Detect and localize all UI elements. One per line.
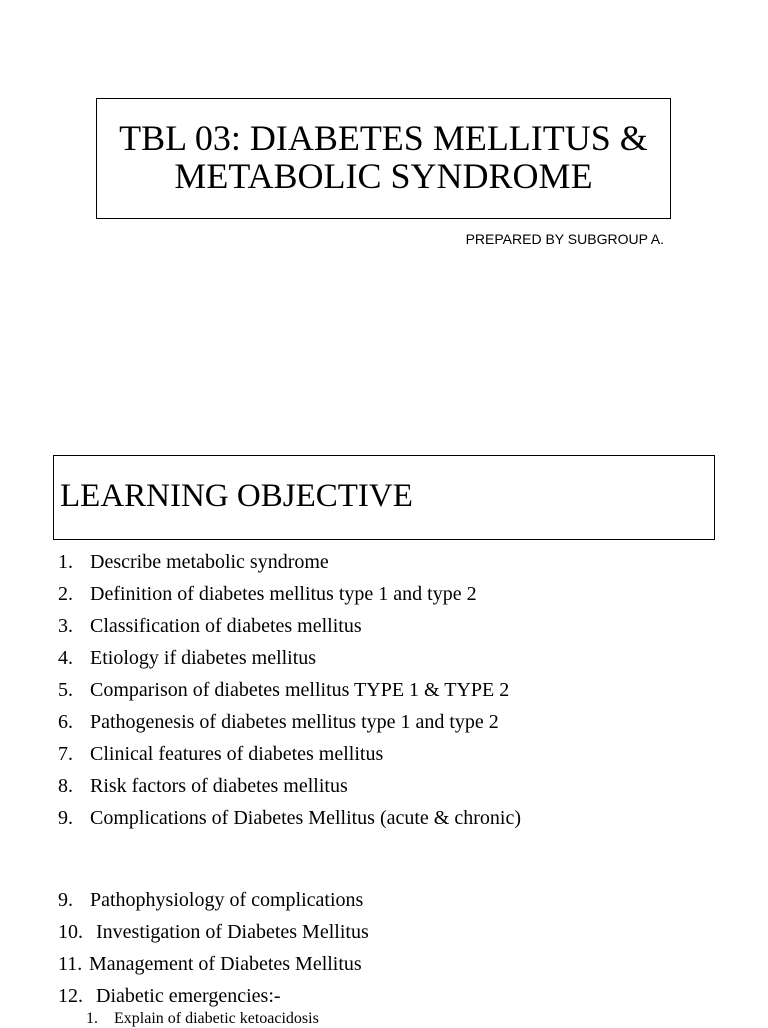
sub-list-item [86,1010,319,1028]
list-item [58,920,369,944]
item-number: 4. [58,647,73,669]
list-item [58,806,521,830]
item-number: 8. [58,775,73,797]
learning-objective-heading: LEARNING OBJECTIVE [53,455,715,540]
list-item [58,678,509,702]
list-item [58,614,362,638]
title-line-1: TBL 03: DIABETES MELLITUS & [119,118,648,158]
list-item [58,888,363,912]
item-text: Pathogenesis of diabetes mellitus type 1 and type 2 [90,711,499,733]
item-text: Describe metabolic syndrome [90,551,329,573]
list-item [58,582,477,606]
list-item [58,952,362,976]
title-line-2: METABOLIC SYNDROME [174,156,593,196]
list-item [58,742,383,766]
item-number: 12. [58,985,83,1007]
item-number: 6. [58,711,73,733]
item-text: Management of Diabetes Mellitus [89,953,362,975]
list-item [58,646,316,670]
item-text: Risk factors of diabetes mellitus [90,775,348,797]
item-text: Etiology if diabetes mellitus [90,647,317,669]
item-number: 11. [58,953,83,975]
list-item [58,774,348,798]
item-number: 9. [58,889,73,911]
prepared-by: PREPARED BY SUBGROUP A. [465,231,664,247]
item-text: Comparison of diabetes mellitus TYPE 1 & TYPE 2 [90,679,510,701]
item-number: 3. [58,615,73,637]
item-text: Classification of diabetes mellitus [90,615,362,637]
item-text: Explain of diabetic ketoacidosis [114,1010,319,1027]
item-number: 9. [58,807,73,829]
item-text: Clinical features of diabetes mellitus [90,743,384,765]
item-number: 10. [58,921,83,943]
item-text: Complications of Diabetes Mellitus (acute & chronic) [90,807,521,829]
item-number: 2. [58,583,73,605]
item-number: 5. [58,679,73,701]
item-text: Pathophysiology of complications [90,889,364,911]
item-text: Definition of diabetes mellitus type 1 and type 2 [90,583,477,605]
item-number: 1. [86,1010,98,1027]
list-item [58,710,499,734]
item-number: 7. [58,743,73,765]
list-item [58,550,329,574]
item-number: 1. [58,551,73,573]
item-text: Diabetic emergencies:- [96,985,281,1007]
item-text: Investigation of Diabetes Mellitus [96,921,369,943]
title-box [96,98,671,219]
list-item [58,984,281,1008]
